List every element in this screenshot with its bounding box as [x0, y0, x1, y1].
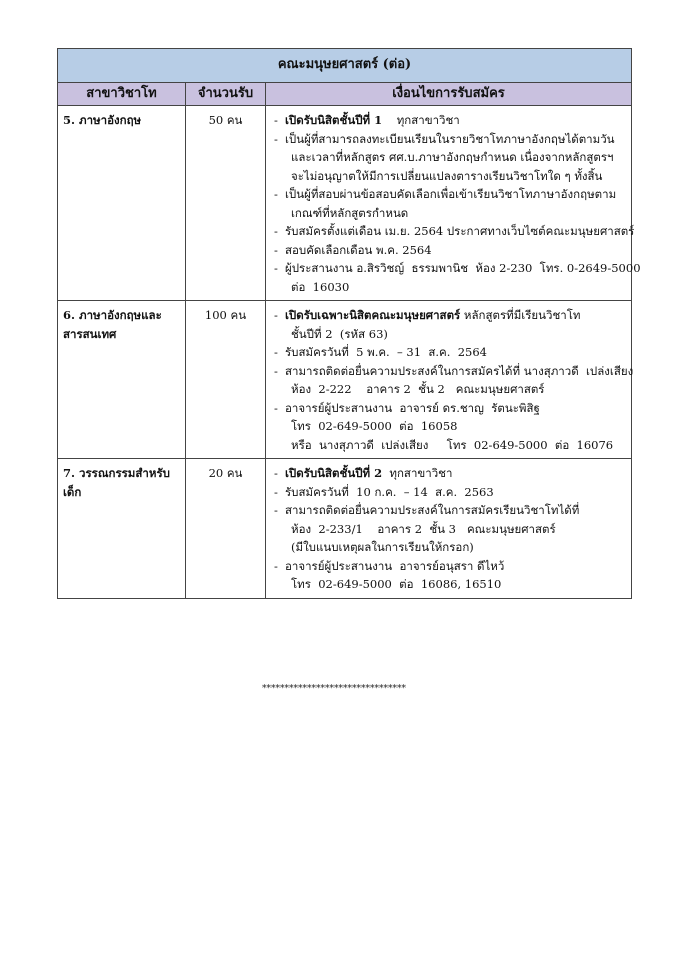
- conditions-cell: [266, 106, 641, 301]
- table-title: คณะมนุษยศาสตร์ (ต่อ): [58, 49, 632, 83]
- program-name-line: สารสนเทศ: [63, 326, 117, 341]
- condition-item: [271, 241, 627, 260]
- condition-item: [271, 362, 634, 399]
- header-minor-subject: สาขาวิชาโท: [58, 83, 186, 106]
- condition-line: [285, 501, 627, 520]
- table-row: [58, 301, 632, 459]
- condition-line: [285, 204, 627, 223]
- condition-text: ผู้ประสานงาน อ.สิรวิชญ์ ธรรมพานิช ห้อง 2-230 โทร. 0-2649-5000: [285, 261, 641, 275]
- bullet-dash: -: [274, 224, 278, 238]
- capacity-cell: 50 คน: [186, 106, 266, 301]
- condition-emphasis: เปิดรับนิสิตชั้นปีที่ 2: [285, 466, 383, 480]
- condition-text: สามารถติดต่อยื่นความประสงค์ในการสมัครเรียนวิชาโทได้ที่: [285, 503, 580, 517]
- condition-line: [285, 241, 627, 260]
- table-row: [58, 106, 632, 301]
- bullet-dash: -: [274, 131, 278, 146]
- condition-line: [285, 278, 627, 297]
- program-name-cell: [58, 459, 186, 599]
- bullet-dash: -: [274, 113, 278, 127]
- condition-text: เป็นผู้ที่สามารถลงทะเบียนเรียนในรายวิชาโทภาษาอังกฤษได้ตามวัน: [285, 131, 615, 146]
- condition-line: [285, 399, 627, 418]
- condition-line: [285, 436, 627, 455]
- table-row: [58, 459, 632, 599]
- condition-item: [271, 557, 627, 594]
- condition-text: สามารถติดต่อยื่นความประสงค์ในการสมัครได้ที่ นางสุภาวดี เปล่งเสียง: [285, 363, 634, 378]
- capacity-cell: 100 คน: [186, 301, 266, 459]
- condition-item: [271, 501, 627, 557]
- condition-text: สอบคัดเลือกเดือน พ.ค. 2564: [285, 242, 432, 257]
- condition-item: [271, 343, 627, 362]
- conditions-cell: [266, 459, 632, 599]
- condition-emphasis: เปิดรับนิสิตชั้นปีที่ 1: [285, 113, 383, 127]
- capacity-cell: 20 คน: [186, 459, 266, 599]
- minor-programs-table: [57, 48, 641, 599]
- condition-item: [271, 399, 627, 455]
- condition-line: [285, 575, 627, 594]
- program-name-cell: [58, 106, 186, 301]
- bullet-dash: -: [274, 261, 278, 275]
- condition-text: โทร 02-649-5000 ต่อ 16086, 16510: [291, 577, 502, 591]
- program-name-cell: [58, 301, 186, 459]
- bullet-dash: -: [274, 363, 278, 378]
- condition-text: อาจารย์ผู้ประสานงาน อาจารย์ ดร.ชาญ รัตนะพิสิฐ: [285, 400, 540, 415]
- condition-line: [285, 130, 627, 149]
- bullet-dash: -: [274, 242, 278, 257]
- bullet-dash: -: [274, 308, 278, 322]
- condition-item: [271, 464, 627, 483]
- condition-text: รับสมัครวันที่ 10 ก.ค. – 14 ส.ค. 2563: [285, 484, 494, 499]
- condition-line: [285, 325, 627, 344]
- condition-text: โทร 02-649-5000 ต่อ 16058: [291, 419, 458, 433]
- condition-line: [285, 185, 627, 204]
- bullet-dash: -: [274, 345, 278, 359]
- condition-line: [285, 111, 627, 130]
- condition-item: [271, 306, 627, 343]
- condition-item: [271, 111, 627, 130]
- condition-line: [285, 380, 627, 399]
- condition-item: [271, 130, 627, 186]
- condition-text: จะไม่อนุญาตให้มีการเปลี่ยนแปลงตารางเรียนวิชาโทใด ๆ ทั้งสิ้น: [291, 168, 603, 183]
- header-capacity: จำนวนรับ: [186, 83, 266, 106]
- condition-text: ต่อ 16030: [291, 279, 350, 294]
- condition-line: [285, 417, 627, 436]
- condition-line: [285, 557, 627, 576]
- condition-text: ชั้นปีที่ 2 (รหัส 63): [291, 326, 388, 341]
- condition-text: อาจารย์ผู้ประสานงาน อาจารย์อนุสรา ดีไหว้: [285, 558, 505, 573]
- condition-line: [285, 483, 627, 502]
- condition-line: [285, 148, 627, 167]
- condition-item: [271, 483, 627, 502]
- bullet-dash: -: [274, 187, 278, 201]
- condition-line: [285, 520, 627, 539]
- end-divider: ********************************: [262, 684, 406, 694]
- condition-line: [285, 222, 635, 241]
- condition-text: (มีใบแนบเหตุผลในการเรียนให้กรอก): [291, 540, 474, 554]
- program-name-line: เด็ก: [63, 484, 82, 499]
- condition-text: และเวลาที่หลักสูตร ศศ.บ.ภาษาอังกฤษกำหนด เนื่องจากหลักสูตรฯ: [291, 150, 614, 164]
- header-conditions: เงื่อนไขการรับสมัคร: [266, 83, 632, 106]
- condition-text: ห้อง 2-222 อาคาร 2 ชั้น 2 คณะมนุษยศาสตร์: [291, 382, 545, 396]
- condition-line: [285, 343, 627, 362]
- program-name-line: 7. วรรณกรรมสำหรับ: [63, 466, 170, 480]
- condition-text: รับสมัครตั้งแต่เดือน เม.ย. 2564 ประกาศทางเว็บไซต์คณะมนุษยศาสตร์: [285, 224, 635, 238]
- condition-text: ทุกสาขาวิชา: [382, 113, 460, 127]
- bullet-dash: -: [274, 484, 278, 499]
- bullet-dash: -: [274, 466, 278, 480]
- condition-text: ทุกสาขาวิชา: [382, 466, 453, 480]
- condition-text: หลักสูตรที่มีเรียนวิชาโท: [460, 308, 581, 322]
- condition-line: [285, 306, 627, 325]
- condition-item: [271, 222, 635, 241]
- condition-line: [285, 362, 634, 381]
- condition-text: เกณฑ์ที่หลักสูตรกำหนด: [291, 205, 409, 220]
- condition-text: รับสมัครวันที่ 5 พ.ค. – 31 ส.ค. 2564: [285, 345, 487, 359]
- condition-text: หรือ นางสุภาวดี เปล่งเสียง โทร 02-649-5000 ต่อ 16076: [291, 437, 614, 452]
- bullet-dash: -: [274, 558, 278, 573]
- condition-text: เป็นผู้ที่สอบผ่านข้อสอบคัดเลือกเพื่อเข้าเรียนวิชาโทภาษาอังกฤษตาม: [285, 187, 617, 201]
- bullet-dash: -: [274, 503, 278, 517]
- program-name-line: 5. ภาษาอังกฤษ: [63, 113, 142, 127]
- condition-item: [271, 185, 627, 222]
- condition-text: ห้อง 2-233/1 อาคาร 2 ชั้น 3 คณะมนุษยศาสตร์: [291, 521, 556, 536]
- conditions-cell: [266, 301, 632, 459]
- condition-item: [271, 259, 641, 296]
- condition-line: [285, 538, 627, 557]
- program-name-line: 6. ภาษาอังกฤษและ: [63, 308, 162, 322]
- condition-line: [285, 259, 641, 278]
- condition-line: [285, 167, 627, 186]
- condition-emphasis: เปิดรับเฉพาะนิสิตคณะมนุษยศาสตร์: [285, 308, 461, 322]
- condition-line: [285, 464, 627, 483]
- bullet-dash: -: [274, 400, 278, 415]
